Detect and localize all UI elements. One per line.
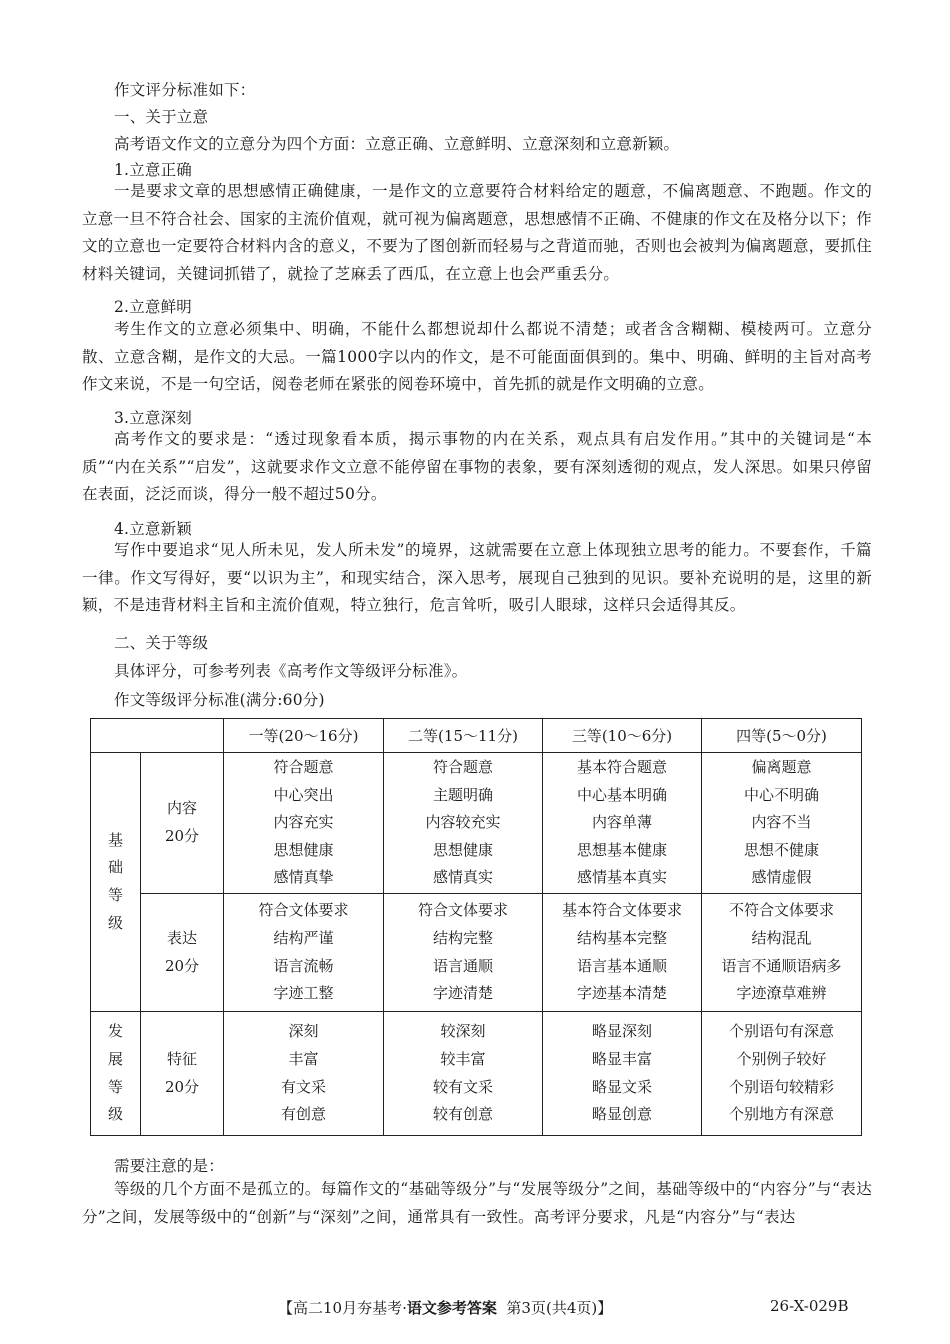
cell-feature-grade-1: [224, 1012, 384, 1136]
criterion: 内容不当: [751, 813, 812, 832]
criterion: 基本符合题意: [576, 758, 667, 777]
criterion: 较丰富: [440, 1049, 486, 1068]
item1-title: 1.立意正确: [114, 161, 192, 179]
footer-title: [278, 1297, 612, 1318]
criterion: 结构严谨: [273, 928, 334, 947]
header-grade-3: 三等(10～6分): [543, 719, 702, 753]
criterion: 内容单薄: [591, 813, 652, 832]
criterion: 较有创意: [432, 1105, 493, 1124]
criterion: 感情真挚: [273, 868, 334, 887]
footer-exam-name: 【高二10月夯基考·: [278, 1299, 407, 1317]
criterion: 不符合文体要求: [728, 901, 834, 920]
criterion: 内容较充实: [425, 813, 501, 832]
criterion: 中心基本明确: [576, 785, 667, 804]
item1-text: 一是要求文章的思想感情正确健康，一是作文的立意要符合材料给定的题意，不偏离题意、不跑题。作文的立意一旦不符合社会、国家的主流价值观，就可视为偏离题意，思想感情不正确、不健康的作文在及格分以下；作文的立意也一定要符合材料内含的意义，不要为了图创新而轻易与之背道而驰，否则也会被判为偏离题意，要抓住材料关键词，关键词抓错了，就捡了芝麻丢了西瓜，在立意上也会严重丢分。: [82, 182, 873, 283]
header-grade-4: 四等(5～0分): [702, 719, 862, 753]
criterion: 个别语句有深意: [728, 1022, 834, 1041]
criterion: 语言不通顺语病多: [721, 956, 842, 975]
criterion: 略显创意: [591, 1105, 652, 1124]
criterion: 有创意: [280, 1105, 326, 1124]
table-row-content: [91, 753, 862, 894]
notes-text: 等级的几个方面不是孤立的。每篇作文的“基础等级分”与“发展等级分”之间，基础等级中的“内容分”与“表达分”之间，发展等级中的“创新”与“深刻”之间，通常具有一致性。高考评分要求，凡是“内容分”与“表达: [82, 1180, 872, 1226]
criterion: 感情虚假: [751, 868, 812, 887]
criterion: 中心不明确: [743, 785, 819, 804]
row-label-content: [141, 753, 224, 894]
criterion: 符合文体要求: [417, 901, 508, 920]
criterion: 语言通顺: [432, 956, 493, 975]
criterion: 个别例子较好: [736, 1049, 827, 1068]
group-char: 级: [107, 913, 123, 932]
row-label-feature: [141, 1012, 224, 1136]
cell-feature-grade-3: [543, 1012, 702, 1136]
criterion: 感情基本真实: [576, 868, 667, 887]
cell-feature-grade-4: [702, 1012, 862, 1136]
group-development-level: [91, 1012, 141, 1136]
cell-expression-grade-4: [702, 894, 862, 1012]
table-corner-cell: [91, 719, 224, 753]
criterion: 思想不健康: [743, 840, 819, 859]
criterion: 感情真实: [432, 868, 493, 887]
criterion: 结构基本完整: [576, 928, 667, 947]
criterion: 内容充实: [273, 813, 334, 832]
group-char: 等: [107, 1077, 123, 1096]
criterion: 较有文采: [432, 1077, 493, 1096]
group-char: 展: [107, 1049, 123, 1068]
criterion: 个别语句较精彩: [728, 1077, 834, 1096]
grading-table: [90, 718, 862, 1136]
item4-text: 写作中要追求“见人所未见，发人所未发”的境界，这就需要在立意上体现独立思考的能力。不要套作，千篇一律。作文写得好，要“以识为主”，和现实结合，深入思考，展现自己独到的见识。要补充说明的是，这里的新颖，不是违背材料主旨和主流价值观，特立独行，危言耸听，吸引人眼球，这样只会适得其反。: [82, 541, 872, 614]
row-label-expression: [141, 894, 224, 1012]
group-basic-level: [91, 753, 141, 1012]
footer-subject: 语文参考答案: [406, 1299, 497, 1317]
criterion: 思想健康: [273, 840, 334, 859]
table-row-feature: [91, 1012, 862, 1136]
notes-title: 需要注意的是：: [114, 1157, 224, 1175]
criterion: 略显文采: [591, 1077, 652, 1096]
header-grade-2: 二等(15～11分): [384, 719, 543, 753]
criterion: 符合题意: [432, 758, 493, 777]
criterion: 语言流畅: [273, 956, 334, 975]
group-char: 基: [107, 830, 123, 849]
item3-text: 高考作文的要求是：“透过现象看本质，揭示事物的内在关系，观点具有启发作用。”其中的关键词是“本质”“内在关系”“启发”，这就要求作文立意不能停留在事物的表象，要有深刻透彻的观点，发人深思。如果只停留在表面，泛泛而谈，得分一般不超过50分。: [82, 430, 872, 503]
cell-content-grade-4: [702, 753, 862, 894]
row-name: 内容: [166, 799, 197, 818]
criterion: 基本符合文体要求: [561, 901, 682, 920]
criterion: 字迹工整: [273, 984, 334, 1003]
cell-expression-grade-1: [224, 894, 384, 1012]
section2-title: 二、关于等级: [114, 634, 209, 652]
criterion: 中心突出: [273, 785, 334, 804]
group-char: 发: [107, 1022, 123, 1041]
group-char: 础: [107, 858, 123, 877]
criterion: 结构完整: [432, 928, 493, 947]
row-score: 20分: [164, 1077, 200, 1096]
criterion: 偏离题意: [751, 758, 812, 777]
criterion: 较深刻: [440, 1022, 486, 1041]
cell-content-grade-1: [224, 753, 384, 894]
table-header-row: [91, 719, 862, 753]
criterion: 语言基本通顺: [576, 956, 667, 975]
group-char: 等: [107, 886, 123, 904]
section1-summary: 高考语文作文的立意分为四个方面：立意正确、立意鲜明、立意深刻和立意新颖。: [114, 135, 680, 153]
criterion: 符合题意: [273, 758, 334, 777]
row-score: 20分: [164, 956, 200, 975]
cell-expression-grade-3: [543, 894, 702, 1012]
criterion: 略显深刻: [591, 1022, 652, 1041]
section1-title: 一、关于立意: [114, 108, 209, 126]
cell-feature-grade-2: [384, 1012, 543, 1136]
item2-title: 2.立意鲜明: [114, 298, 192, 316]
header-grade-1: 一等(20～16分): [224, 719, 384, 753]
criterion: 深刻: [288, 1022, 319, 1041]
cell-content-grade-3: [543, 753, 702, 894]
table-row-expression: [91, 894, 862, 1012]
criterion: 结构混乱: [751, 928, 812, 947]
section2-text: 具体评分，可参考列表《高考作文等级评分标准》。: [114, 662, 468, 680]
row-name: 特征: [166, 1049, 197, 1068]
footer-page-number: 第3页(共4页)】: [506, 1299, 613, 1317]
criterion: 主题明确: [432, 785, 493, 804]
criterion: 个别地方有深意: [728, 1105, 834, 1124]
item4-title: 4.立意新颖: [114, 520, 192, 538]
criterion: 丰富: [288, 1049, 319, 1068]
intro-heading: 作文评分标准如下：: [114, 81, 256, 99]
item2-text: 考生作文的立意必须集中、明确，不能什么都想说却什么都说不清楚；或者含含糊糊、模棱两可。立意分散、立意含糊，是作文的大忌。一篇1000字以内的作文，是不可能面面俱到的。集中、明确、鲜明的主旨对高考作文来说，不是一句空话，阅卷老师在紧张的阅卷环境中，首先抓的就是作文明确的立意。: [82, 320, 872, 393]
table-caption: 作文等级评分标准(满分:60分): [114, 691, 325, 709]
criterion: 思想基本健康: [576, 840, 667, 859]
item3-title: 3.立意深刻: [114, 409, 192, 427]
criterion: 字迹潦草难辨: [736, 984, 827, 1003]
criterion: 有文采: [280, 1077, 326, 1096]
criterion: 思想健康: [432, 840, 493, 859]
cell-content-grade-2: [384, 753, 543, 894]
criterion: 字迹清楚: [432, 984, 493, 1003]
group-char: 级: [107, 1105, 123, 1124]
criterion: 字迹基本清楚: [576, 984, 667, 1003]
row-name: 表达: [166, 928, 197, 947]
footer-code: 26-X-029B: [770, 1297, 849, 1315]
row-score: 20分: [164, 827, 200, 845]
criterion: 符合文体要求: [258, 901, 349, 920]
cell-expression-grade-2: [384, 894, 543, 1012]
criterion: 略显丰富: [591, 1049, 652, 1068]
